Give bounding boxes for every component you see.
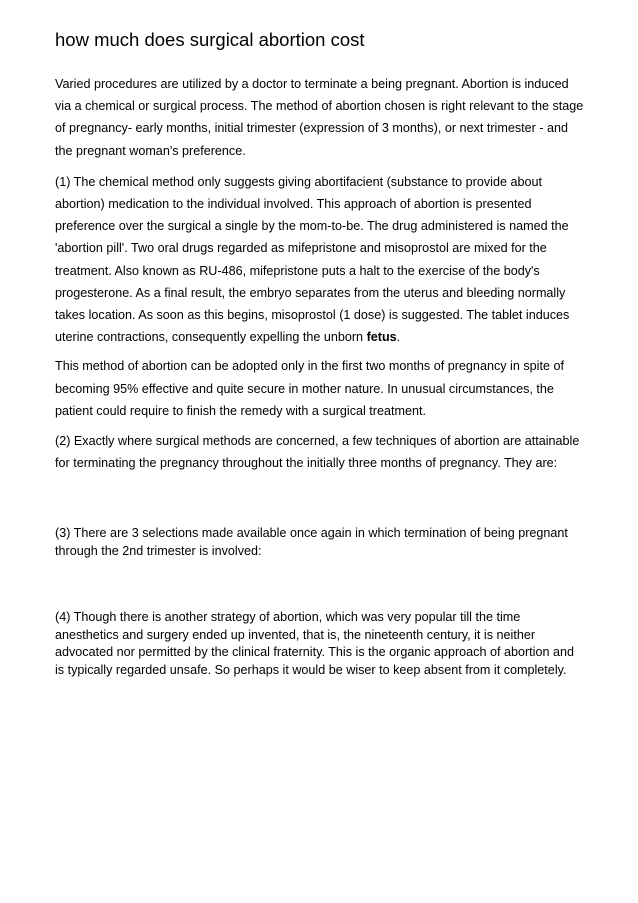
paragraph-chemical-method-text: (1) The chemical method only suggests giving abortifacient (substance to provide about abortion) medication to the individual involved. This approach of abortion is presented preference over the surgical a single by the mom-to-be. The drug administered is named the 'abortion pill'. Two oral drugs regarded as mifepristone and misoprostol are mixed for the treatment. Also known as RU-486, mifepristone puts a halt to the exercise of the body's progesterone. As a final result, the embryo separates from the uterus and bleeding normally takes location. As soon as this begins, misoprostol (1 dose) is suggested. The tablet induces uterine contractions, consequently expelling the unborn xyxy=(55,174,570,345)
bold-term: fetus xyxy=(366,330,397,345)
paragraph-intro: Varied procedures are utilized by a doctor to terminate a being pregnant. Abortion is induced via a chemical or surgical process. The method of abortion chosen is right relevant to the stage of pregnancy- early months, initial trimester (expression of 3 months), or next trimester - and the pregnant woman's preference. xyxy=(55,77,584,158)
page-title: how much does surgical abortion cost xyxy=(55,29,365,50)
paragraph-effectiveness: This method of abortion can be adopted only in the first two months of pregnancy in spite of becoming 95% effective and quite secure in mother nature. In unusual circumstances, the patient could require to finish the remedy with a surgical treatment. xyxy=(55,359,564,418)
paragraph-second-trimester: (3) There are 3 selections made available once again in which termination of being pregnant through the 2nd trimester is involved: xyxy=(55,526,568,558)
paragraph-chemical-method xyxy=(55,171,585,349)
paragraph-surgical-methods: (2) Exactly where surgical methods are concerned, a few techniques of abortion are attainable for terminating the pregnancy throughout the initially three months of pregnancy. They are: xyxy=(55,434,580,471)
paragraph-organic-approach: (4) Though there is another strategy of abortion, which was very popular till the time anesthetics and surgery ended up invented, that is, the nineteenth century, it is neither advocated nor permitted by the clinical fraternity. This is the organic approach of abortion and is typically regarded unsafe. So perhaps it would be wiser to keep absent from it completely. xyxy=(55,610,574,677)
document-page xyxy=(55,28,585,679)
bold-term-punctuation: . xyxy=(396,330,401,345)
